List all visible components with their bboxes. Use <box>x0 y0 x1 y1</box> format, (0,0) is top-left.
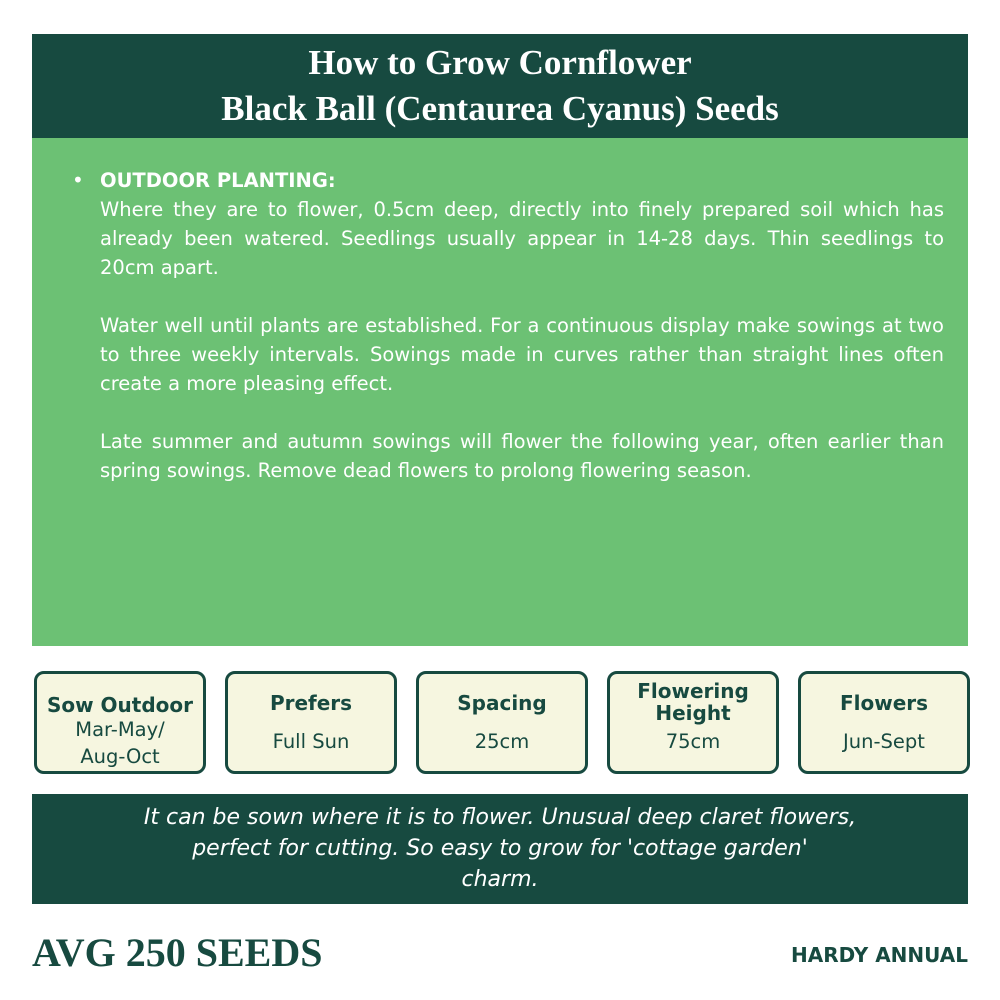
card-label: Spacing <box>457 691 547 715</box>
instructions-heading: OUTDOOR PLANTING: <box>100 169 336 192</box>
instructions-paragraph-2: Water well until plants are established. For a continuous display make sowings at two to three weekly intervals. Sowings made in curves rather than straight lines often create a more pleasing effect. <box>100 314 944 395</box>
caption-line-3: charm. <box>461 867 539 892</box>
instructions-paragraph-1: Where they are to flower, 0.5cm deep, directly into finely prepared soil which has already been watered. Seedlings usually appear in 14-28 days. Thin seedlings to 20cm apart. <box>100 198 944 279</box>
card-label: Flowers <box>839 691 929 715</box>
card-value: Jun-Sept <box>843 730 925 753</box>
card-label: Prefers <box>269 691 353 715</box>
card-spacing <box>416 671 588 774</box>
card-label-line-2: Height <box>655 701 731 725</box>
title-line-2: Black Ball (Centaurea Cyanus) Seeds <box>221 89 779 128</box>
instructions-paragraph-3: Late summer and autumn sowings will flower the following year, often earlier than spring sowings. Remove dead flowers to prolong flowering season. <box>100 430 944 482</box>
card-label: Sow Outdoor <box>46 693 194 717</box>
card-value: Full Sun <box>272 730 350 753</box>
page-title <box>32 34 968 138</box>
planting-instructions <box>32 138 968 646</box>
plant-type-label: HARDY ANNUAL <box>790 943 968 967</box>
card-label-line-1: Flowering <box>637 679 749 703</box>
card-sow-outdoor <box>34 671 206 774</box>
caption-line-2: perfect for cutting. So easy to grow for 'cottage garden' <box>192 836 808 861</box>
info-cards <box>34 671 970 774</box>
bullet-icon: • <box>72 168 84 192</box>
card-flowers <box>798 671 970 774</box>
title-line-1: How to Grow Cornflower <box>308 43 692 82</box>
description-banner <box>32 794 968 904</box>
card-flowering-height <box>607 671 779 774</box>
seed-count: AVG 250 SEEDS <box>32 930 323 975</box>
card-value-line-1: Mar-May/ <box>75 718 165 741</box>
card-value: 25cm <box>474 730 530 753</box>
caption-line-1: It can be sown where it is to flower. Unusual deep claret flowers, <box>143 805 857 830</box>
card-value-line-2: Aug-Oct <box>80 745 160 768</box>
card-prefers <box>225 671 397 774</box>
card-value: 75cm <box>665 730 721 753</box>
